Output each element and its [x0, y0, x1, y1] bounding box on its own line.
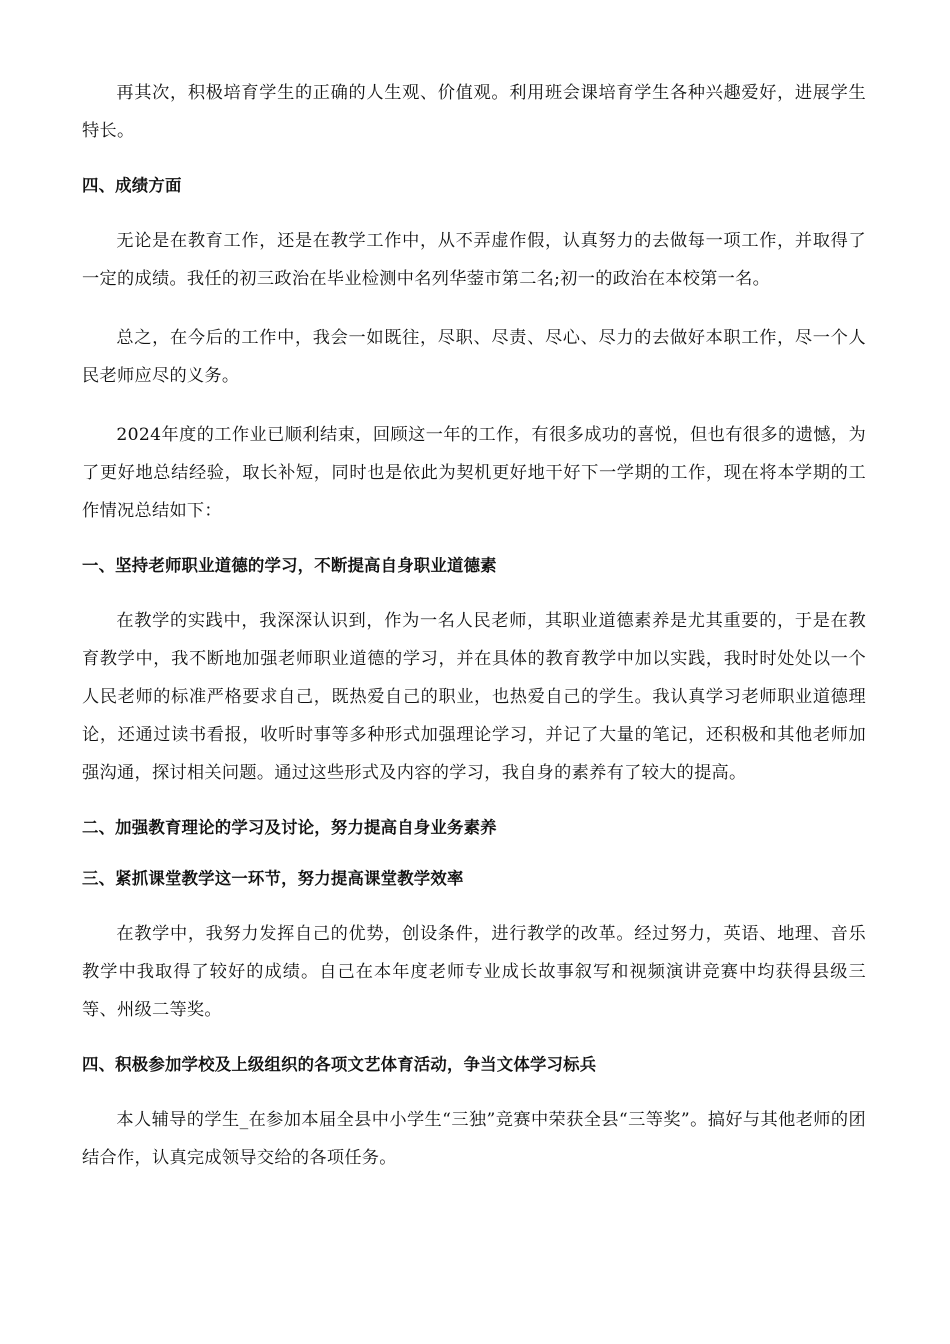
section-heading-education-theory: 二、加强教育理论的学习及讨论，努力提高自身业务素养 — [82, 818, 497, 837]
paragraph-summary: 总之，在今后的工作中，我会一如既往，尽职、尽责、尽心、尽力的去做好本职工作，尽一个人民老师应尽的义务。 — [82, 328, 866, 386]
paragraph-achievements: 无论是在教育工作，还是在教学工作中，从不弄虚作假，认真努力的去做每一项工作，并取得了一定的成绩。我任的初三政治在毕业检测中名列华蓥市第二名;初一的政治在本校第一名。 — [82, 231, 866, 289]
document-page — [82, 74, 866, 1198]
paragraph-professional-ethics: 在教学的实践中，我深深认识到，作为一名人民老师，其职业道德素养是尤其重要的，于是在教育教学中，我不断地加强老师职业道德的学习，并在具体的教育教学中加以实践，我时时处处以一个人民老师的标准严格要求自己，既热爱自己的职业，也热爱自己的学生。我认真学习老师职业道德理论，还通过读书看报，收听时事等多种形式加强理论学习，并记了大量的笔记，还积极和其他老师加强沟通，探讨相关问题。通过这些形式及内容的学习，我自身的素养有了较大的提高。 — [82, 611, 866, 783]
paragraph-values-education: 再其次，积极培育学生的正确的人生观、价值观。利用班会课培育学生各种兴趣爱好，进展学生特长。 — [82, 83, 866, 141]
section-heading-professional-ethics: 一、坚持老师职业道德的学习，不断提高自身职业道德素 — [82, 556, 497, 575]
section-heading-activities: 四、积极参加学校及上级组织的各项文艺体育活动，争当文体学习标兵 — [82, 1055, 597, 1074]
paragraph-activities: 本人辅导的学生_在参加本届全县中小学生“三独”竞赛中荣获全县“三等奖”。搞好与其他老师的团结合作，认真完成领导交给的各项任务。 — [82, 1110, 866, 1168]
section-heading-classroom-teaching: 三、紧抓课堂教学这一环节，努力提高课堂教学效率 — [82, 869, 464, 888]
section-heading-achievements: 四、成绩方面 — [82, 176, 182, 195]
paragraph-year-review-intro: 2024年度的工作业已顺利结束，回顾这一年的工作，有很多成功的喜悦，但也有很多的遗憾，为了更好地总结经验，取长补短，同时也是依此为契机更好地干好下一学期的工作，现在将本学期的工作情况总结如下： — [82, 425, 866, 521]
paragraph-classroom-teaching: 在教学中，我努力发挥自己的优势，创设条件，进行教学的改革。经过努力，英语、地理、音乐教学中我取得了较好的成绩。自己在本年度老师专业成长故事叙写和视频演讲竞赛中均获得县级三等、州级二等奖。 — [82, 924, 866, 1020]
